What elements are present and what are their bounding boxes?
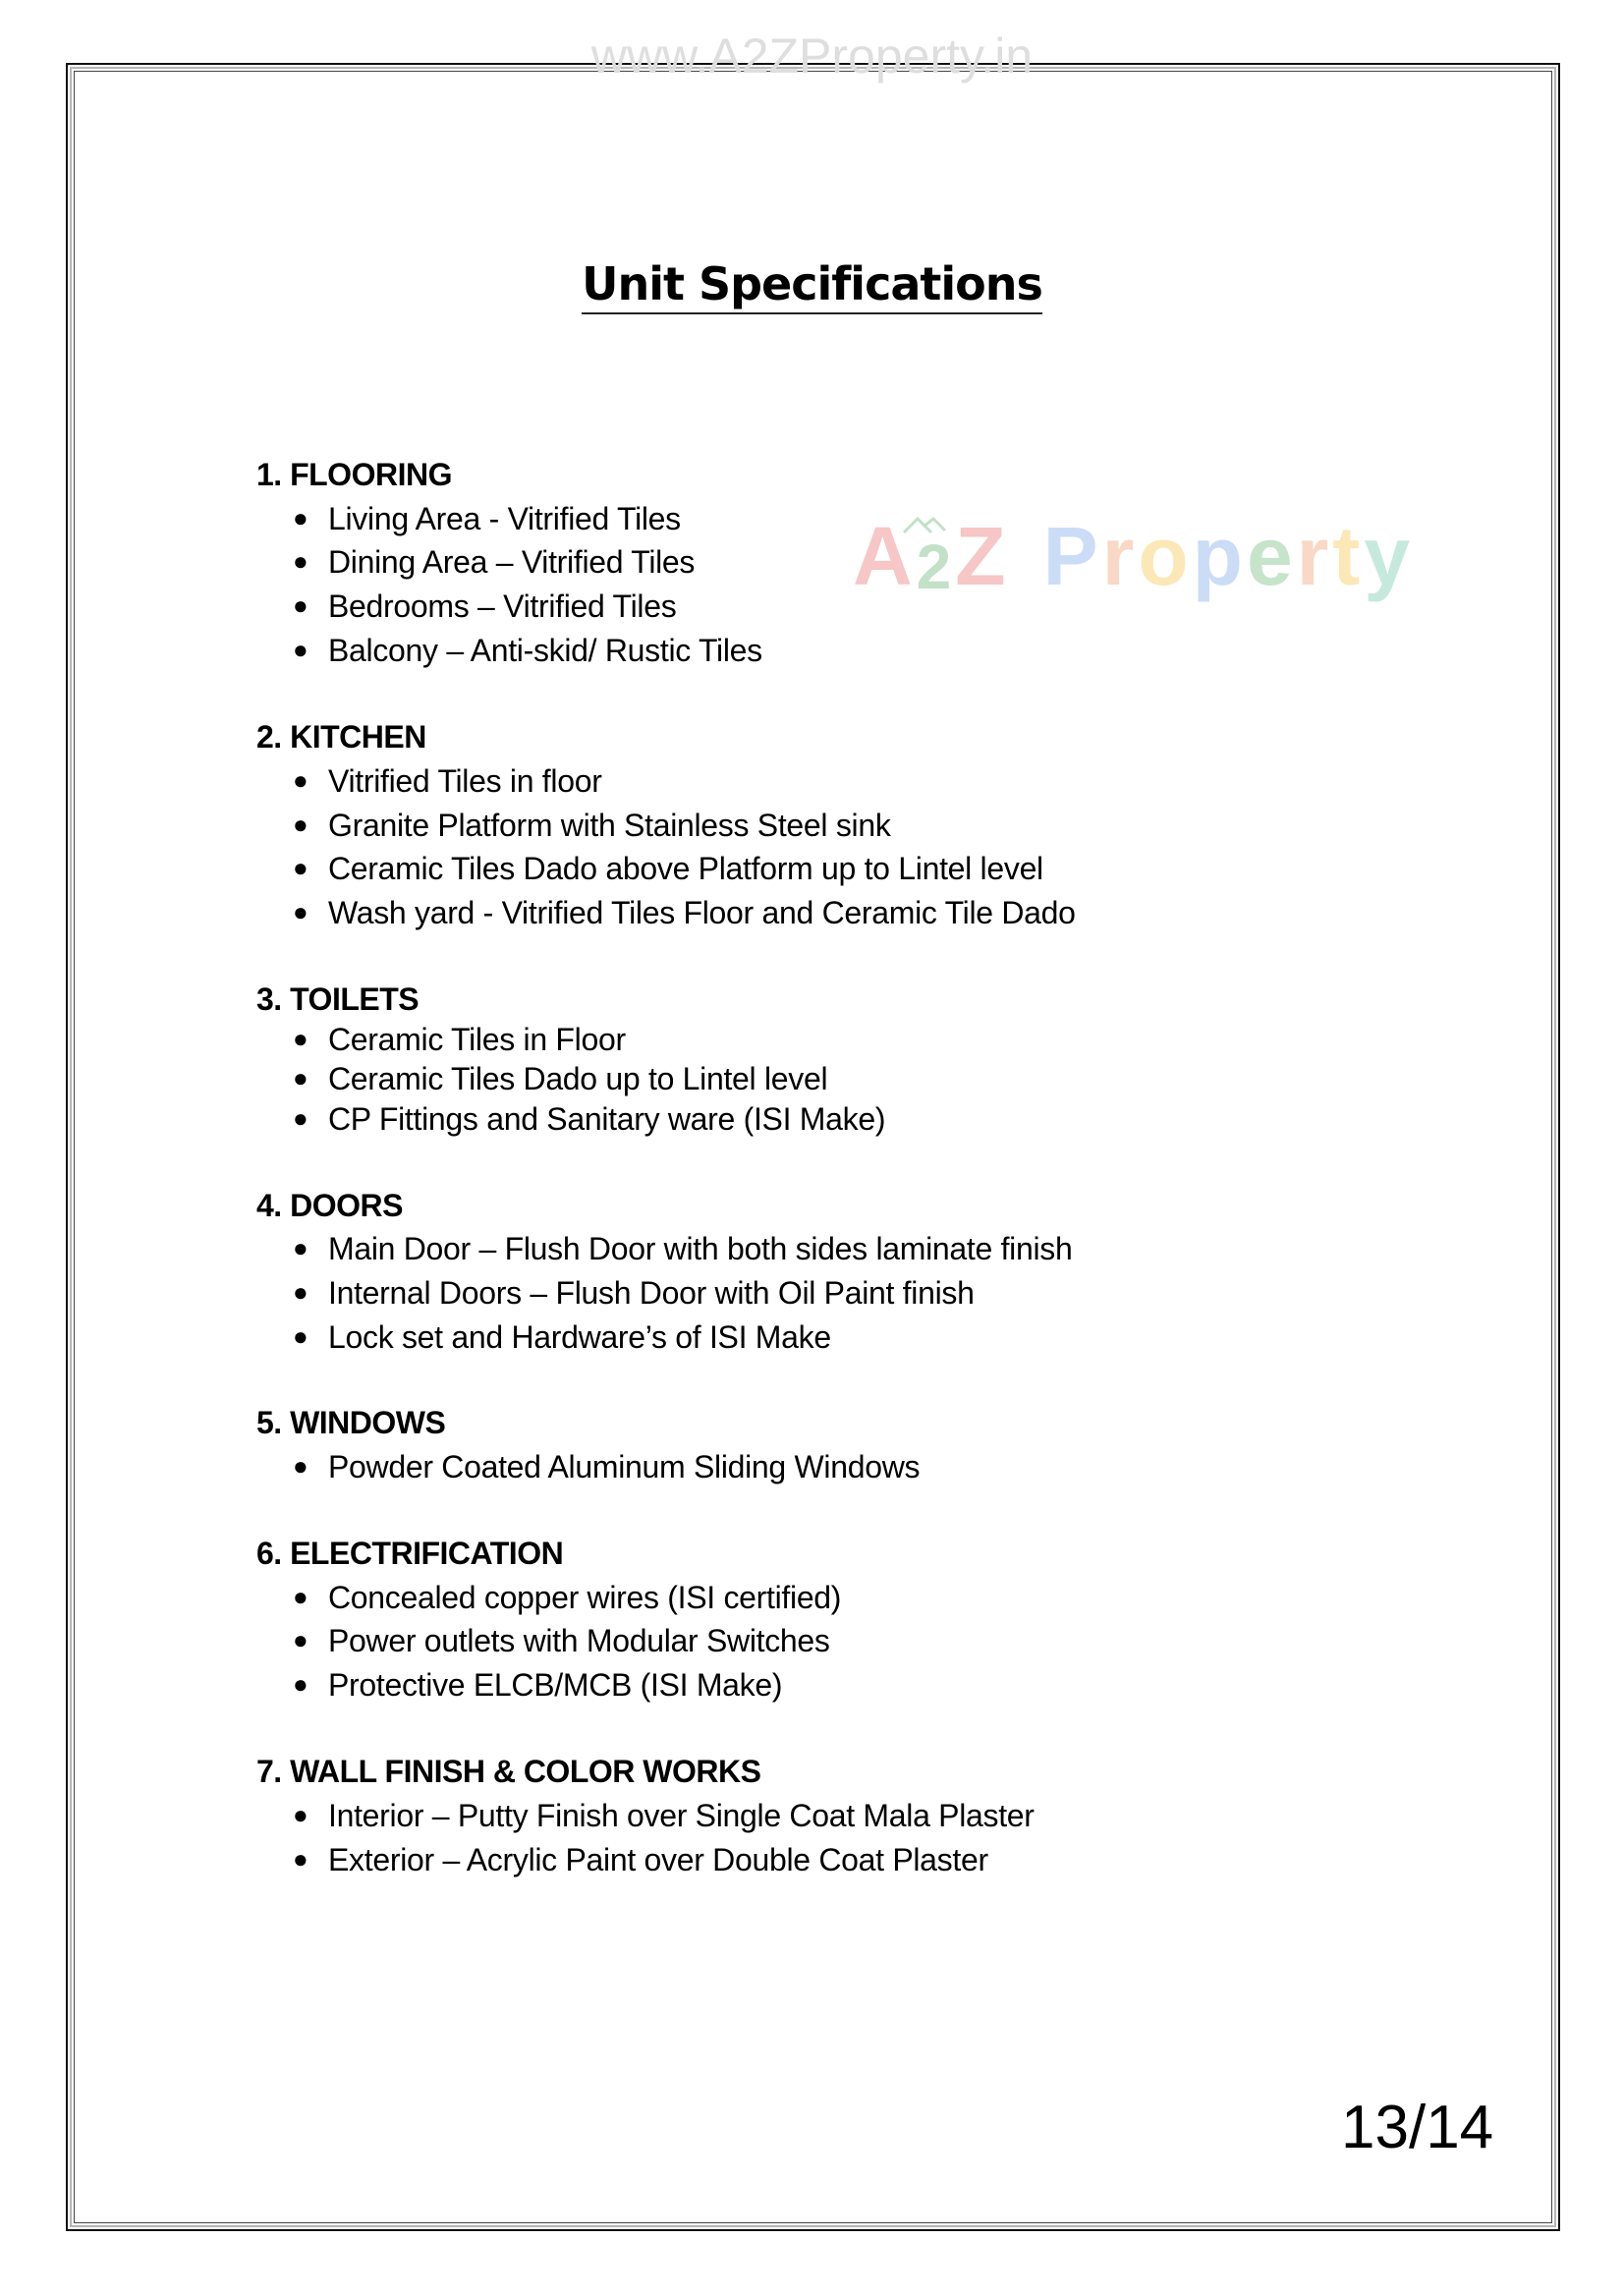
list-item [293, 544, 695, 581]
logo-letter: e [1246, 510, 1297, 602]
page-border [66, 63, 1560, 2231]
list-item [293, 895, 1076, 931]
bullet-icon: ● [293, 853, 308, 882]
bullet-icon: ● [293, 897, 308, 926]
bullet-icon: ● [293, 1024, 308, 1053]
bullet-icon: ● [293, 1233, 308, 1262]
list-item [293, 763, 602, 800]
bullet-icon: ● [293, 1321, 308, 1351]
page-title-text: Unit Specifications [582, 257, 1042, 314]
list-item [293, 633, 762, 669]
bullet-icon: ● [293, 1669, 308, 1699]
logo-letter: r [1101, 510, 1139, 602]
bullet-icon: ● [293, 503, 308, 532]
list-item-text: Lock set and Hardware’s of ISI Make [328, 1319, 831, 1355]
logo-letter: o [1138, 510, 1193, 602]
list-item-text: Concealed copper wires (ISI certified) [328, 1580, 842, 1615]
list-item [293, 1798, 1035, 1834]
logo-letter: A [853, 510, 917, 602]
logo-letter: P [1042, 510, 1102, 602]
bullet-icon: ● [293, 1277, 308, 1307]
bullet-icon: ● [293, 590, 308, 620]
list-item [293, 851, 1043, 887]
list-item [293, 588, 676, 625]
list-item-text: Wash yard - Vitrified Tiles Floor and Ceramic Tile Dado [328, 895, 1076, 930]
bullet-icon: ● [293, 1844, 308, 1874]
section-heading-electrification: 6. ELECTRIFICATION [256, 1536, 564, 1571]
section-heading-kitchen: 2. KITCHEN [256, 719, 426, 755]
section-heading-flooring: 1. FLOORING [256, 457, 452, 492]
list-item [293, 1623, 830, 1659]
list-item-text: Dining Area – Vitrified Tiles [328, 544, 696, 580]
list-item-text: Powder Coated Aluminum Sliding Windows [328, 1449, 921, 1484]
list-item-text: Ceramic Tiles in Floor [328, 1022, 626, 1057]
list-item-text: Ceramic Tiles Dado above Platform up to Lintel level [328, 851, 1043, 886]
logo-letter: r [1296, 510, 1333, 602]
list-item-text: Protective ELCB/MCB (ISI Make) [328, 1667, 783, 1703]
bullet-icon: ● [293, 810, 308, 839]
logo-letter: Z [955, 510, 1010, 602]
list-item-text: CP Fittings and Sanitary ware (ISI Make) [328, 1101, 886, 1137]
bullet-icon: ● [293, 1103, 308, 1133]
list-item [293, 1580, 841, 1616]
a2z-property-logo-watermark [853, 509, 1414, 604]
logo-letter: 2 [916, 532, 956, 602]
section-heading-wall-finish: 7. WALL FINISH & COLOR WORKS [256, 1754, 761, 1789]
list-item-text: Granite Platform with Stainless Steel sink [328, 808, 891, 843]
bullet-icon: ● [293, 1582, 308, 1611]
list-item [293, 1842, 988, 1878]
list-item-text: Balcony – Anti-skid/ Rustic Tiles [328, 633, 762, 668]
watermark-url: www.A2ZProperty.in [590, 28, 1034, 84]
list-item-text: Vitrified Tiles in floor [328, 763, 602, 799]
list-item [293, 1022, 626, 1058]
section-heading-windows: 5. WINDOWS [256, 1405, 446, 1440]
logo-letter: p [1192, 510, 1247, 602]
page-title [0, 257, 1624, 310]
section-heading-doors: 4. DOORS [256, 1188, 403, 1223]
list-item-text: Bedrooms – Vitrified Tiles [328, 588, 677, 624]
bullet-icon: ● [293, 635, 308, 664]
list-item [293, 1231, 1073, 1267]
list-item [293, 501, 681, 537]
logo-letter: t [1332, 510, 1365, 602]
list-item [293, 808, 891, 844]
bullet-icon: ● [293, 1800, 308, 1829]
list-item [293, 1275, 975, 1312]
list-item-text: Living Area - Vitrified Tiles [328, 501, 681, 536]
bullet-icon: ● [293, 1063, 308, 1092]
list-item [293, 1449, 920, 1485]
list-item-text: Exterior – Acrylic Paint over Double Coat Plaster [328, 1842, 988, 1877]
page-number: 13/14 [1341, 2094, 1494, 2161]
bullet-icon: ● [293, 1625, 308, 1654]
list-item-text: Power outlets with Modular Switches [328, 1623, 830, 1658]
list-item [293, 1319, 831, 1356]
list-item-text: Internal Doors – Flush Door with Oil Paint finish [328, 1275, 975, 1311]
bullet-icon: ● [293, 1451, 308, 1481]
list-item-text: Interior – Putty Finish over Single Coat Mala Plaster [328, 1798, 1035, 1833]
list-item [293, 1667, 782, 1704]
house-roof-icon [902, 515, 947, 536]
list-item-text: Ceramic Tiles Dado up to Lintel level [328, 1061, 828, 1096]
bullet-icon: ● [293, 546, 308, 576]
bullet-icon: ● [293, 765, 308, 795]
logo-letter: y [1364, 510, 1415, 602]
list-item-text: Main Door – Flush Door with both sides laminate finish [328, 1231, 1073, 1266]
section-heading-toilets: 3. TOILETS [256, 981, 420, 1017]
list-item [293, 1061, 827, 1097]
page-border-inner-line [74, 71, 1552, 2223]
list-item [293, 1101, 885, 1138]
